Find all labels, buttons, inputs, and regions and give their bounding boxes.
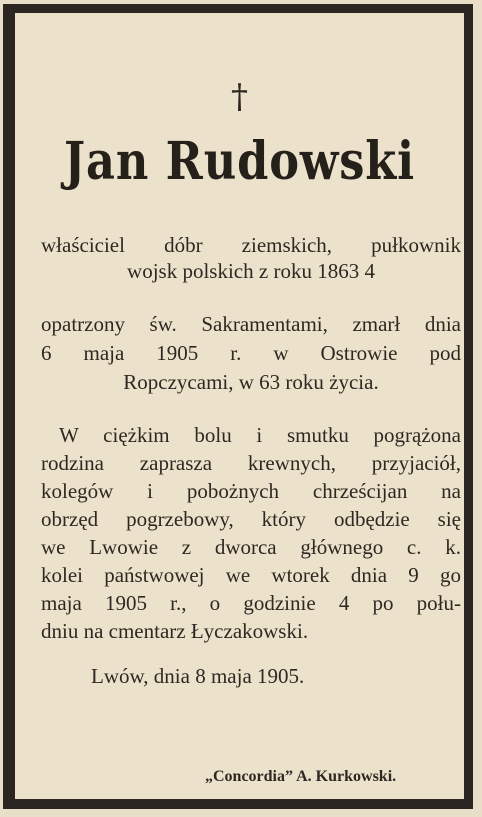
death-line: Ropczycami, w 63 roku życia. [123, 370, 379, 394]
invitation-line: dniu na cmentarz Łyczakowski. [41, 619, 309, 643]
invitation-line: W ciężkim bolu i smutku pogrążona [59, 423, 461, 447]
death-line: 6 maja 1905 r. w Ostrowie pod [41, 341, 461, 365]
notice-body [15, 13, 464, 799]
cross-icon: † [231, 77, 248, 117]
invitation-line: kolei państwowej we wtorek dnia 9 go [41, 563, 461, 587]
title-line: właściciel dóbr ziemskich, pułkownik [41, 233, 461, 257]
invitation-line: kolegów i pobożnych chrześcijan na [41, 479, 461, 503]
invitation-line: we Lwowie z dworca głównego c. k. [41, 535, 461, 559]
invitation-line: maja 1905 r., o godzinie 4 po połu- [41, 591, 461, 615]
title-line: wojsk polskich z roku 1863 4 [127, 259, 375, 283]
place-date: Lwów, dnia 8 maja 1905. [91, 664, 305, 688]
death-line: opatrzony św. Sakramentami, zmarł dnia [41, 312, 461, 336]
deceased-name: Jan Rudowski [64, 131, 415, 192]
invitation-line: obrzęd pogrzebowy, który odbędzie się [41, 507, 461, 531]
printer-credit: „Concordia” A. Kurkowski. [205, 768, 397, 785]
invitation-line: rodzina zaprasza krewnych, przyjaciół, [41, 451, 461, 475]
